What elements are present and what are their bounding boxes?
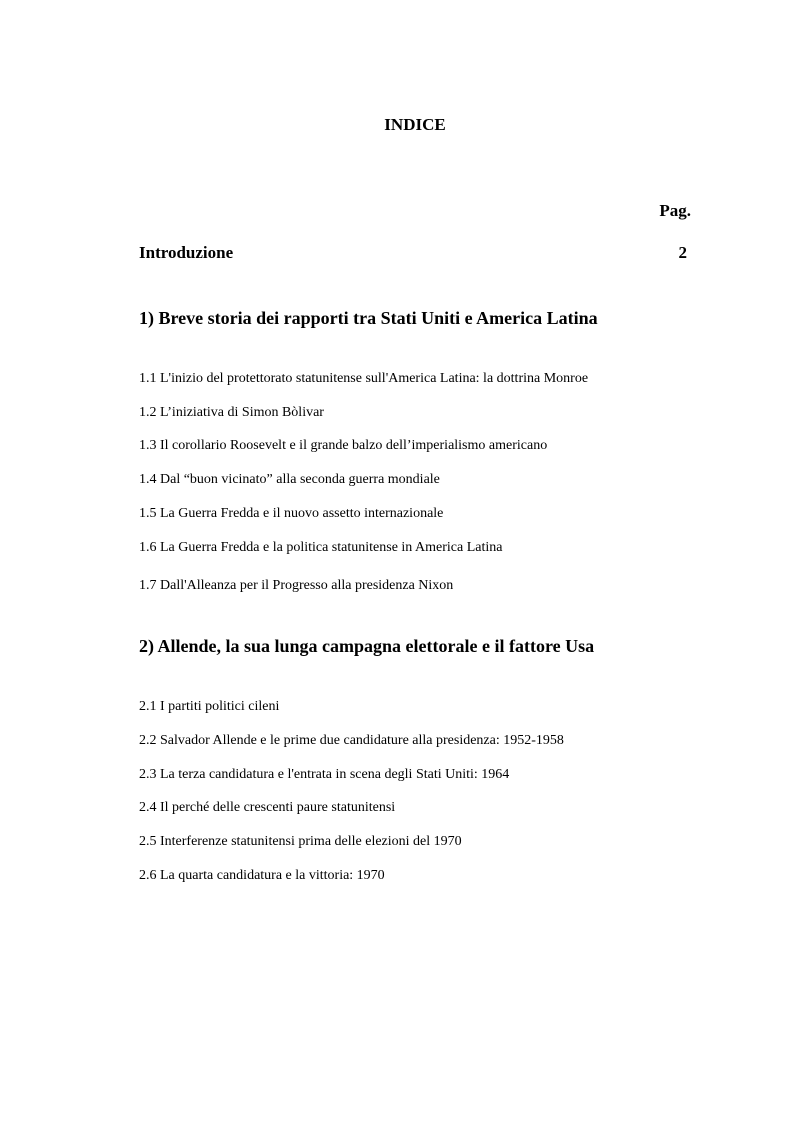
toc-entry-2-4: 2.4 Il perché delle crescenti paure statunitensi bbox=[139, 800, 396, 815]
chapter-1-heading: 1) Breve storia dei rapporti tra Stati Uniti e America Latina bbox=[139, 308, 598, 328]
toc-entry-1-3: 1.3 Il corollario Roosevelt e il grande balzo dell’imperialismo americano bbox=[139, 438, 548, 453]
page-column-label: Pag. bbox=[659, 201, 691, 220]
toc-entry-1-1: 1.1 L'inizio del protettorato statunitense sull'America Latina: la dottrina Monroe bbox=[139, 371, 589, 386]
chapter-2-heading: 2) Allende, la sua lunga campagna elettorale e il fattore Usa bbox=[139, 636, 595, 656]
page-title: INDICE bbox=[384, 115, 446, 134]
toc-entry-2-6: 2.6 La quarta candidatura e la vittoria: 1970 bbox=[139, 868, 385, 883]
toc-entry-1-6: 1.6 La Guerra Fredda e la politica statunitense in America Latina bbox=[139, 540, 503, 555]
toc-entry-2-1: 2.1 I partiti politici cileni bbox=[139, 699, 280, 714]
toc-entry-2-2: 2.2 Salvador Allende e le prime due candidature alla presidenza: 1952-1958 bbox=[139, 733, 564, 748]
toc-entry-1-2: 1.2 L’iniziativa di Simon Bòlivar bbox=[139, 405, 324, 420]
introduction-label: Introduzione bbox=[139, 243, 234, 262]
toc-entry-2-3: 2.3 La terza candidatura e l'entrata in scena degli Stati Uniti: 1964 bbox=[139, 767, 510, 782]
introduction-page-number: 2 bbox=[678, 243, 687, 262]
toc-entry-1-5: 1.5 La Guerra Fredda e il nuovo assetto internazionale bbox=[139, 506, 444, 521]
toc-entry-1-7: 1.7 Dall'Alleanza per il Progresso alla presidenza Nixon bbox=[139, 578, 454, 593]
toc-entry-1-4: 1.4 Dal “buon vicinato” alla seconda guerra mondiale bbox=[139, 472, 440, 487]
toc-entry-2-5: 2.5 Interferenze statunitensi prima delle elezioni del 1970 bbox=[139, 834, 462, 849]
